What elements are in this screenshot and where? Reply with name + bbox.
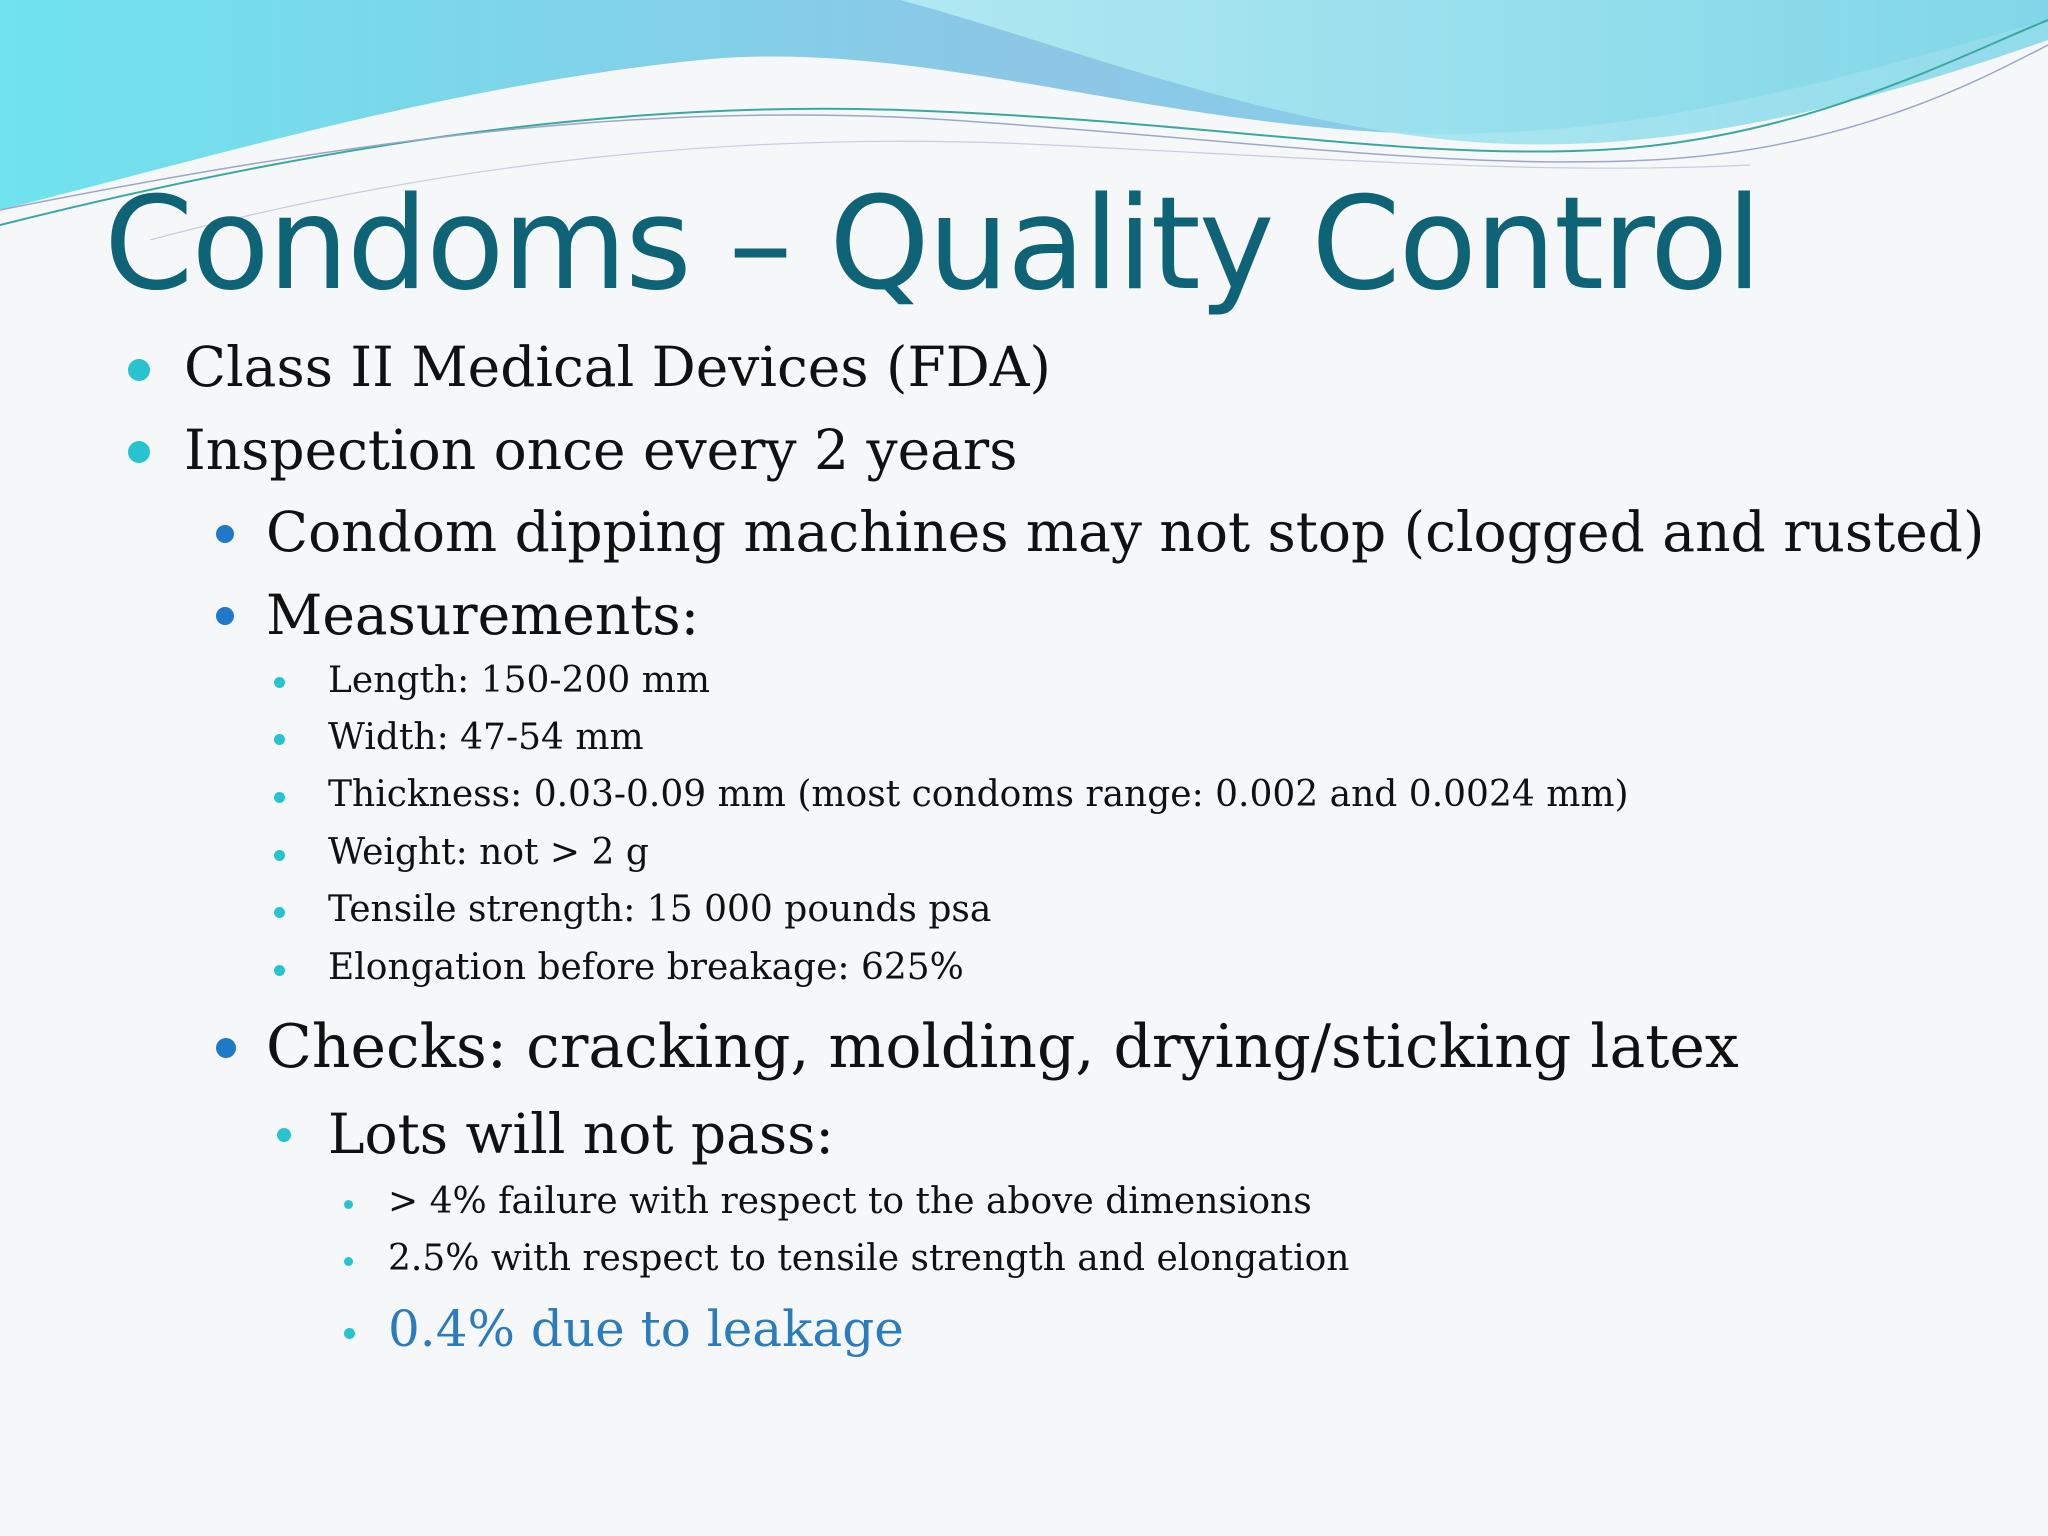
bullet-dot: [344, 1328, 355, 1339]
bullet-checks: Checks: cracking, molding, drying/sticking latex: [266, 1012, 1739, 1082]
failure-tensile-elongation: 2.5% with respect to tensile strength and elongation: [388, 1238, 1350, 1279]
bullet-dot: [216, 525, 234, 543]
bullet-dot: [274, 965, 285, 976]
bullet-dot: [344, 1200, 353, 1209]
bullet-dot: [128, 441, 150, 463]
bullet-dot: [128, 359, 150, 381]
bullet-measurements: Measurements:: [266, 583, 700, 647]
bullet-lots-will-not-pass: Lots will not pass:: [328, 1102, 834, 1166]
bullet-dot: [216, 1038, 236, 1058]
bullet-dipping-machines: Condom dipping machines may not stop (clogged and rusted): [266, 500, 1985, 564]
bullet-inspection: Inspection once every 2 years: [184, 418, 1018, 482]
measurement-weight: Weight: not > 2 g: [328, 832, 649, 873]
bullet-dot: [274, 734, 285, 745]
measurement-length: Length: 150-200 mm: [328, 660, 710, 701]
bullet-dot: [274, 850, 285, 861]
bullet-class-ii: Class II Medical Devices (FDA): [184, 335, 1051, 399]
measurement-thickness: Thickness: 0.03-0.09 mm (most condoms range: 0.002 and 0.0024 mm): [328, 774, 1629, 815]
measurement-tensile: Tensile strength: 15 000 pounds psa: [328, 889, 992, 930]
failure-dimensions: > 4% failure with respect to the above dimensions: [388, 1181, 1312, 1222]
measurement-width: Width: 47-54 mm: [328, 717, 644, 758]
bullet-dot: [274, 677, 285, 688]
bullet-dot: [216, 607, 234, 625]
measurement-elongation: Elongation before breakage: 625%: [328, 947, 964, 988]
bullet-dot: [277, 1128, 291, 1142]
bullet-dot: [274, 792, 285, 803]
failure-leakage: 0.4% due to leakage: [388, 1300, 904, 1358]
bullet-dot: [274, 907, 285, 918]
bullet-dot: [344, 1257, 353, 1266]
slide-title: Condoms – Quality Control: [104, 170, 1760, 319]
